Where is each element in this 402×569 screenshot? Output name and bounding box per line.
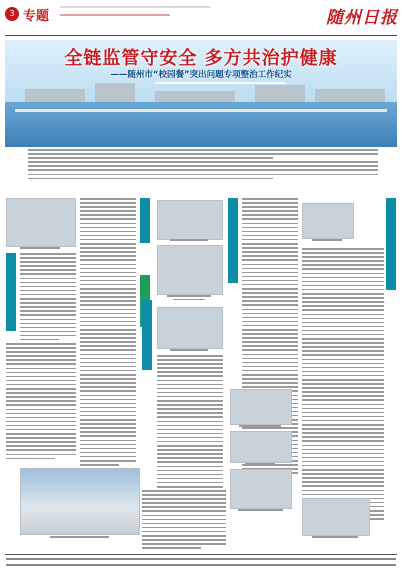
- page-header: [0, 0, 402, 38]
- photo-caption: [20, 536, 138, 538]
- photo-meeting: [6, 198, 76, 247]
- section-band-6: [386, 198, 396, 290]
- hero-skyline: [255, 85, 305, 103]
- photo-caption: [6, 247, 74, 251]
- issue-info-line: [60, 6, 210, 8]
- photo-canteen-staff: [230, 389, 292, 425]
- column-1-text: [20, 253, 76, 343]
- photo-right-bottom: [302, 498, 370, 536]
- footer-rule: [5, 554, 397, 555]
- photo-caption: [302, 536, 368, 538]
- masthead-logo: 随州日报: [326, 8, 398, 28]
- photo-caption: [230, 463, 290, 465]
- photo-caption: [157, 349, 221, 351]
- photo-inspection: [157, 245, 223, 295]
- column-3-text: [157, 355, 223, 511]
- header-rule: [5, 35, 397, 36]
- hero-skyline: [25, 89, 85, 103]
- hero-photo: [5, 40, 397, 147]
- photo-right-top: [302, 203, 354, 239]
- photo-caption: [230, 509, 290, 511]
- photo-caption: [157, 239, 221, 241]
- section-band-1: [6, 253, 16, 331]
- footer-info-line: [6, 564, 396, 566]
- photo-food-sampling: [230, 431, 292, 463]
- footer-info-line: [6, 558, 396, 560]
- page-number-icon: 3: [5, 7, 19, 21]
- section-band-5: [228, 198, 238, 283]
- editor-info-line: [60, 14, 170, 16]
- bottom-text: [142, 490, 226, 551]
- hero-bridge: [15, 109, 387, 112]
- column-2-text: [80, 198, 136, 468]
- photo-lunch-students: [230, 469, 292, 509]
- photo-dining-hall: [157, 307, 223, 349]
- section-title: 专题: [23, 9, 50, 24]
- photo-caption: [157, 295, 221, 300]
- sub-headline: ——随州市“校园餐”突出问题专项整治工作纪实: [110, 70, 292, 80]
- intro-paragraph: [28, 149, 378, 182]
- photo-kitchen-check: [157, 200, 223, 240]
- section-band-2: [140, 198, 150, 243]
- column-5-text: [302, 248, 384, 526]
- photo-caption: [302, 239, 352, 241]
- byline-line: [155, 82, 285, 84]
- photo-central-kitchen: [20, 468, 140, 535]
- column-1-text-lower: [6, 343, 76, 462]
- section-band-4: [142, 300, 152, 370]
- main-headline: 全链监管守安全 多方共治护健康: [64, 48, 338, 69]
- hero-skyline: [95, 83, 135, 103]
- hero-skyline: [315, 89, 385, 103]
- photo-caption: [230, 425, 290, 427]
